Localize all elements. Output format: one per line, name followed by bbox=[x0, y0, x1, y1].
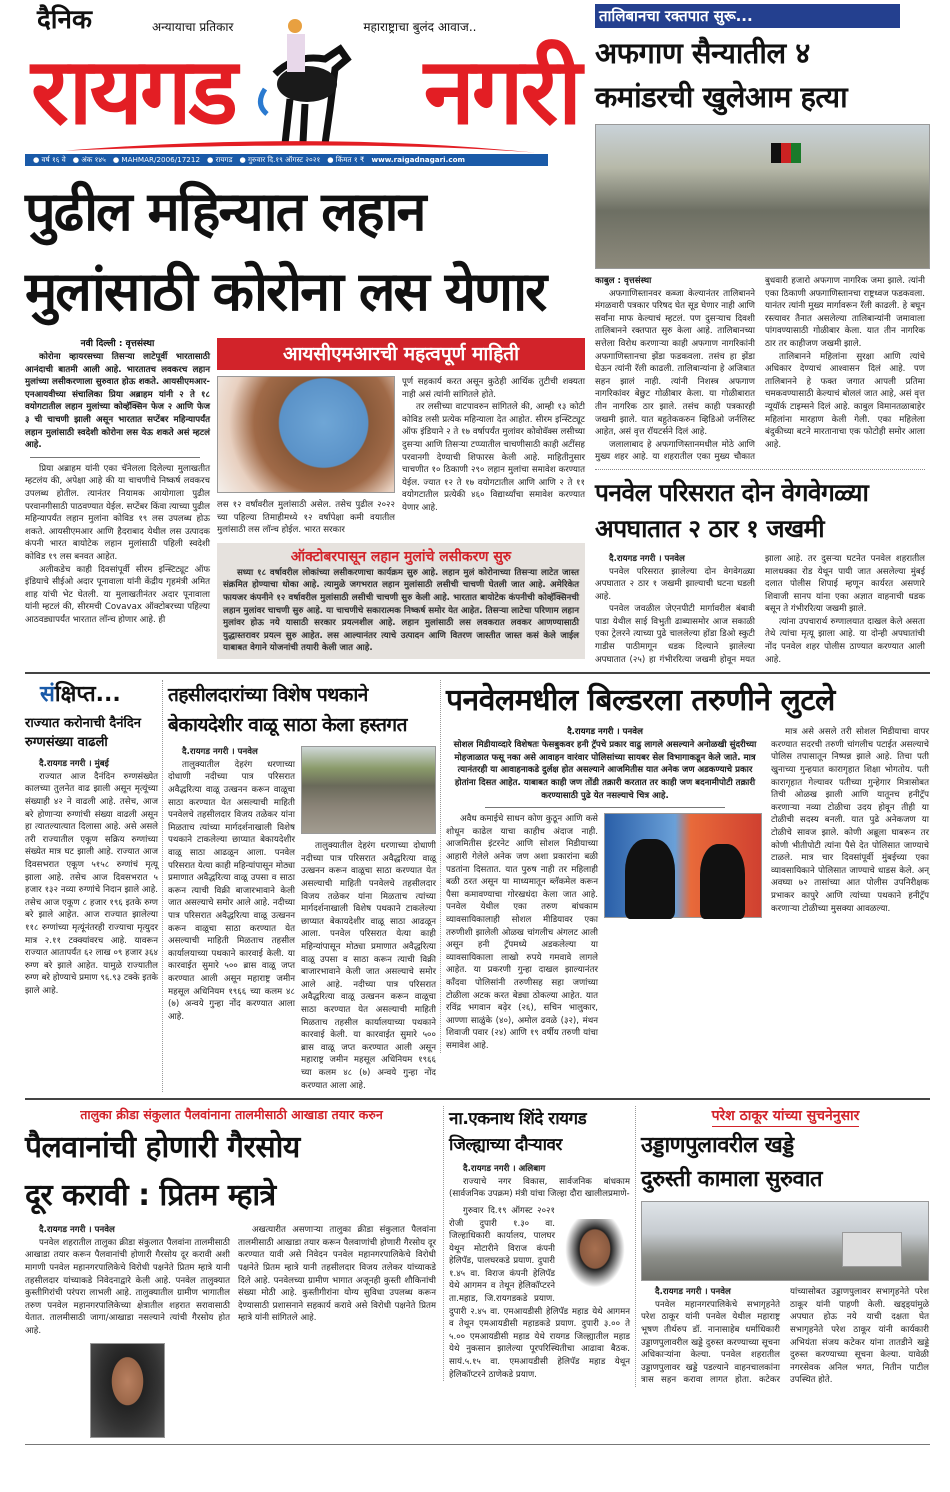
headline-potholes[interactable] bbox=[641, 1129, 930, 1197]
paragraph: तालुक्यातील देहरंग धरणाच्या दोधाणी नदीच्या पात्र परिसरात अवैद्धरित्या वाळू उत्खनन करून वाळूचा साठा करण्यात येत असल्याची माहिती पनवेलचे तहसीलदार विजय तळेकर यांना मिळताच त्यांच्या मार्गदर्शनाखाली विशेष पथकाने टाकलेल्या छाप्यात बेकायदेशीर वाळू साठा आढळून आला. पनवेल परिसरात येत्या काही महिन्यांपासून मोठ्या प्रमाणात अवैद्धरित्या वाळू उपसा व साठा करून त्याची विक्री बाजारभावाने केली जात असल्याचे समोर आले आहे. नदीच्या पात्र परिसरात अवैद्धरित्या वाळू उत्खनन करून वाळूचा साठा करण्यात येत असल्याची माहिती मिळताच तहसील कार्यालयाच्या पथकाने कारवाई केली. या कारवाईत सुमारे ५०० ब्रास वाळू जप्त करण्यात आली असून महाराष्ट्र जमीन महसूल अधिनियम १९६६ च्या कलम ४८ (७) अन्वये गुन्हा नोंद करण्यात आला आहे. bbox=[168, 759, 295, 1022]
paragraph: मात्र असे असले तरी सोशल मिडीयाचा वापर करण्यात सदरची तरुणी चांगलीच पटाईत असल्याचे पोलिस तपासातून निष्पन्न झाले आहे. तिचा पती खुनाच्या गुन्हयात कारागृहात शिक्षा भोगतोय. पती कारागृहात गेल्यावर पतीच्या गुन्हेगार मित्रासोबत तिची ओळख झाली आणि यातूनच हनीट्रॅप करणाऱ्या नव्या टोळीचा उदय होवून तीही या टोळीची सदस्य बनली. यात पुढे अनेकजण या टोळीचे सावज झाले. कोणी अब्रूला घाबरून तर कोणी भीतीपोटी त्यांना पैसे देत पोलिसात जाण्याचे टाळले. मात्र चार दिवसांपूर्वी मुंबईच्या एका व्यावसायिकाने पोलिसात जाण्याचे धाडस केले. अन् अवघ्या ७२ तासांच्या आत पोलीस उपनिरीक्षक प्रभाकर कापुरे आणि त्यांच्या पथकाने हनीट्रॅप करणाऱ्या टोळीच्या मुसक्या आवळल्या. bbox=[771, 727, 929, 914]
lead-dateline: नवी दिल्ली : वृत्तसंस्था bbox=[80, 339, 155, 349]
potholes-body bbox=[641, 1286, 929, 1387]
lead-intro: कोरोना व्हायरसच्या तिसऱ्या लाटेपूर्वी भारतासाठी आनंदाची बातमी आली आहे. भारतातच लवकरच लहान मुलांच्या लसीकरणाला सुरुवात होऊ शकते. आयसीएमआर-एनआयवीच्या संचालिका प्रिया अब्राहम यांनी २ ते १८ वयोगटातील लहान मुलांच्या कोव्हॅक्सिन फेज २ आणि फेज ३ ची चाचणी झाली असून भारतात सप्टेंबर महिन्यापर्यंत लहान मुलांसाठी स्वदेशी कोरोना लस येऊ शकते असं म्हटलं आहे. bbox=[25, 352, 210, 451]
paragraph: राज्यात आज दैनंदिन रुग्णसंख्येत कालच्या तुलनेत वाढ झाली असून मृत्यूंच्या संख्याही ४२ ने वाढली आहे. तसेच, आज बरे होणाऱ्या रुग्णांची संख्या वाढली असून हा त्यातल्यात्यात दिलासा आहे. असे असले तरी राज्यातील एकूण सक्रिय रुग्णांच्या संख्येत मात्र घट झाली आहे. राज्यात आज दिवसभरात एकूण ५१५८ रुग्णांचं मृत्यू झाला आहे. तसेच आज दिवसभरात ५ हजार १३२ नव्या रुग्णांचे निदान झाले आहे. तसेच आज एकूण ८ हजार १९६ इतके रुग्ण बरे झाले आहेत. आज राज्यात झालेल्या ११८ रुग्णांच्या मृत्यूंनंतरही राज्याचा मृत्युदर मात्र २.११ टक्क्यांवरच आहे. यावरून राज्यात आतापर्यंत ६२ लाख ०९ हजार ३६४ रुग्ण बरे झाले आहेत. यामुळे राज्यातील रुग्ण बरे होण्याचे प्रमाण ९६.९३ टक्के इतके झाले आहे. bbox=[25, 771, 158, 996]
potholes-column bbox=[635, 1106, 930, 1387]
dateline: दै.रायगड नगरी । पनवेल bbox=[39, 1225, 115, 1236]
paragraph: पनवेल शहरातील तालुका क्रीडा संकुलात पैलवांना तालमीसाठी आखाडा तयार करून पैलवानांची होणारी गैरसोय दूर करावी अशी मागणी पनवेल महानगरपालिकेचे विरोधी पक्षनेते प्रितम म्हात्रे यानी तहसीलदार यांच्याकडे निवेदनाद्वारे केली आहे. पनवेल तालुक्यात कुस्तीगिरांची परंपरा लाभली आहे. तालुक्यातील ग्रामीण भागातील तरुण पनवेल महानगरपालिकेच्या क्षेत्रातील शहरात सरावासाठी येतात. तालमीसाठी जागा/आखाडा नसल्याने त्यांची गैरसोय होत आहे. bbox=[25, 1237, 230, 1336]
dateline: दै.रायगड नगरी । पनवेल bbox=[182, 747, 258, 758]
wrestlers-story bbox=[25, 1224, 438, 1438]
paragraph: अखत्यारीत असणाऱ्या तालुका क्रीडा संकुलात पैलवांना तालमीसाठी आखाडा तयार करून पैलवाणांची होणारी गैरसोय दूर करण्यात यावी असे निवेदन पनवेल महानगरपालिकेचे विरोधी पक्षनेते प्रितम म्हात्रे यानी तहसीलदार विजय तलेकर यांच्याकडे दिले आहे. पनवेलच्या ग्रामीण भागात अजूनही कुस्ती शौकिनांची संख्या मोठी आहे. कुस्तीगीरांना योग्य सुविधा उपलब्ध करून देण्यासाठी प्रशासनाने सहकार्य करावे असे विरोधी पक्षनेते प्रितम म्हात्रे यांनी सांगितले आहे. bbox=[238, 1225, 436, 1324]
headline-line: पनवेल परिसरात दोन वेगवेगळ्या bbox=[595, 477, 869, 507]
paragraph: तालुक्यातील देहरंग धरणाच्या दोधाणी नदीच्या पात्र परिसरात अवैद्धरित्या वाळू उत्खनन करून वाळूचा साठा करण्यात येत असल्याची माहिती पनवेलचे तहसीलदार विजय तळेकर यांना मिळताच त्यांच्या मार्गदर्शनाखाली विशेष पथकाने टाकलेल्या छाप्यात बेकायदेशीर वाळू साठा आढळून आला. पनवेल परिसरात येत्या काही महिन्यांपासून मोठ्या प्रमाणात अवैद्धरित्या वाळू उपसा व साठा करून त्याची विक्री बाजारभावाने केली जात असल्याचे समोर आले आहे. नदीच्या पात्र परिसरात अवैद्धरित्या वाळू उत्खनन करून वाळूचा साठा करण्यात येत असल्याची माहिती मिळताच तहसील कार्यालयाच्या पथकाने कारवाई केली. या कारवाईत सुमारे ५०० ब्रास वाळू जप्त करण्यात आली असून महाराष्ट्र जमीन महसूल अधिनियम १९६६ च्या कलम ४८ (७) अन्वये गुन्हा नोंद करण्यात आला आहे. bbox=[301, 841, 436, 1091]
masthead-tagline-left: अन्यायाचा प्रतिकार bbox=[151, 20, 234, 34]
masthead-top-line bbox=[25, 4, 585, 36]
right-top-column bbox=[595, 4, 930, 666]
headline-line: अफगाण सैन्यातील ४ bbox=[595, 36, 810, 70]
headline-line: पैलवानांची होणारी गैरसोय bbox=[25, 1130, 300, 1166]
lead-left-column bbox=[25, 338, 210, 626]
brief-label-rest: क्षिप्त... bbox=[54, 682, 121, 708]
middle-section bbox=[25, 680, 930, 1092]
shinde-intro bbox=[449, 1163, 630, 1201]
lead-right-area bbox=[217, 338, 585, 659]
paragraph: तर लसीच्या वाटपावरुन सांगितले की, आम्ही १३ कोटी कोविड लसी प्रत्येक महिन्याला देत आहोत. सीरम इन्स्टिट्यूट ऑफ इंडियाने २ ते १७ वर्षापर्यंत मुलांवर कोवोवॅक्स लसीच्या दुसऱ्या आणि तिसऱ्या टप्प्यातील चाचणीसाठी काही अटींसह परवानगी देण्याची शिफारस केली आहे. माहितीनुसार चाचणीत १० ठिकाणी २९० लहान मुलांचा समावेश करण्यात येईल. ज्यात १२ ते १७ वयोगटातील आणि आणि २ ते ११ वयोगटातील प्रत्येकी ४६० विद्यार्थ्यांचा समावेश करण्यात येणार आहे. bbox=[402, 402, 585, 513]
strip-year: ● वर्ष १६ वे bbox=[33, 155, 66, 164]
headline-line: पुढील महिन्यात लहान bbox=[25, 180, 425, 243]
sand-right bbox=[301, 746, 436, 1092]
strip-place: ● रायगड bbox=[207, 155, 233, 164]
icmr-banner: आयसीएमआरची महत्वपूर्ण माहिती bbox=[217, 338, 585, 370]
kabul-protest-photo bbox=[595, 124, 930, 269]
paragraph: पनवेल जवळील जेएनपीटी मार्गावरील बंबावी पाडा येथील साई विभुती ढाब्यासमोर आज सकाळी एका ट्रेलरने त्याच्या पुढे चाललेल्या होंडा डिओ स्कुटी गाडीस पाठीमागून धडक दिल्याने झालेल्या अपघातात (२५) हा गंभीररित्या जखमी होवून मयत झाला आहे. तर दुसऱ्या घटनेत पनवेल शहरातील मालधक्का रोड येथून पायी जात असलेल्या मुंबई दलात पोलीस शिपाई म्हणून कार्यरत असणारे शिवाजी सानप यांना एका अज्ञात वाहनाची धडक बसून ते गंभीररित्या जखमी झाले. bbox=[595, 553, 925, 665]
paragraph: अलीकडेच काही दिवसांपूर्वी सीरम इन्स्टिट्यूट ऑफ इंडियाचे सीईओ अदार पूनावाला यांनी केंद्रीय गृहमंत्री अमित शाह यांची भेट घेतली. या मुलाखतीनंतर अदार पूनावाला यांनी म्हटलं की, सीरमची Covavax ऑक्टोबरच्या पहिल्या आठवड्यापर्यंत भारतात लॉन्च होणार आहे. ही bbox=[25, 564, 210, 625]
paragraph: पनवेल परिसरात झालेल्या दोन वेगवेगळ्या अपघातात २ ठार १ जखमी झाल्याची घटना घडली आहे. bbox=[595, 566, 755, 602]
brief-label bbox=[25, 680, 158, 710]
october-box-body: सध्या १८ वर्षावरील लोकांच्या लसीकरणाचा कार्यक्रम सुरु आहे. लहान मुलं कोरोनाच्या तिसऱ्या लाटेत जास्त संक्रमित होण्याचा धोका आहे. त्यामुळे जगभरात लहान मुलांसाठी लसीची चाचणी घेतली जात आहे. अमेरिकेत फायजर कंपनीने १२ वर्षावरील मुलांसाठी लसीची चाचणी सुरु केली आहे. भारतात बायोटेक कंपनीची कोव्हॅक्सिनची लहान मुलांवर चाचणी सुरु आहे. या चाचणीचे सकारात्मक निष्कर्ष समोर येत आहेत. तिसऱ्या लाटेचा परिणाम लहान मुलांवर होऊ नये यासाठी सरकार प्रयत्नशील आहे. लहान मुलांसाठी लस लवकरात लवकर आणण्यासाठी युद्धास्तरावर प्रयत्न सुरु आहेत. लस आल्यानंतर त्याचे उत्पादन आणि वितरण जास्तीत जास्त कसं केले जाईल याबाबत वेगाने योजनांची तयारी केली जात आहे. bbox=[223, 567, 579, 654]
sand-body-continued bbox=[301, 840, 436, 1092]
masthead-title-right[interactable]: नगरी bbox=[423, 38, 579, 145]
taliban-article-body bbox=[595, 275, 925, 464]
sand-column bbox=[162, 680, 440, 1092]
headline-line: तहसीलदारांच्या विशेष पथकाने bbox=[168, 684, 368, 707]
headline-shinde[interactable] bbox=[449, 1106, 630, 1158]
jeep bbox=[842, 1232, 902, 1267]
brief-column bbox=[25, 680, 162, 997]
builder-body-left bbox=[446, 813, 598, 1052]
masthead bbox=[25, 4, 585, 166]
dateline: दै.रायगड नगरी । पनवेल bbox=[655, 1287, 731, 1298]
paragraph: त्यांना उपचारार्थ रुग्णालयात दाखल केले असता तेथे त्यांचा मृत्यू झाला आहे. या दोन्ही अपघातांची नोंद पनवेल शहर पोलीस ठाण्यात करण्यात आली आहे. bbox=[765, 616, 925, 665]
wrestlers-body-right bbox=[238, 1224, 436, 1325]
divider bbox=[595, 469, 925, 470]
builder-column bbox=[440, 680, 930, 1052]
under-photo-text: लस १२ वर्षांवरील मुलांसाठी असेल. तसेच पुढील २०२२ च्या पहिल्या तिमाहीमध्ये १२ वर्षांपेक्षा कमी वयातील मुलांसाठी लस लॉन्च होईल. भारत सरकार bbox=[217, 500, 395, 536]
bottom-rule bbox=[25, 1444, 930, 1445]
october-box bbox=[217, 543, 585, 659]
brief-label-first: सं bbox=[40, 682, 55, 708]
info-strip bbox=[25, 154, 548, 166]
builder-left bbox=[446, 726, 764, 1052]
silhouette-right bbox=[700, 844, 745, 919]
headline-sand[interactable] bbox=[168, 680, 436, 740]
brief-body bbox=[25, 758, 158, 997]
headline-wrestlers[interactable] bbox=[25, 1124, 438, 1220]
headline-line: दूर करावी : प्रितम म्हात्रे bbox=[25, 1178, 276, 1214]
masthead-daily: दैनिक bbox=[37, 5, 92, 35]
top-section bbox=[25, 4, 930, 666]
paragraph: गुरुवार दि.१९ ऑगस्ट २०२१ रोजी दुपारी १.३० वा. जिल्हाधिकारी कार्यालय, पालघर येथून मोटारीने विराज कंपनी हेलिपॅड, पालघरकडे प्रयाण. दुपारी १.४५ वा. विराज कंपनी हेलिपॅड येथे आगमन व तेथून हेलिकॉप्टरने ता.महाड, जि.रायगडकडे प्रयाण. दुपारी २.४५ वा. एमआयडीसी हेलिपॅड महाड येथे आगमन व तेथून एमआयडीसी महाडकडे प्रयाण. दुपारी ३.०० ते ५.०० एमआयडीसी महाड येथे रायगड जिल्ह्यातील महाड येथे नुकसान झालेल्या पूरपरिस्थितीचा आढावा बैठक. सायं.५.१५ वा. एमआयडीसी हेलिपॅड महाड येथून हेलिकॉप्टरने ठाणेकडे प्रयाण. bbox=[449, 1205, 630, 1380]
accident-article-body bbox=[595, 553, 925, 666]
headline-line: ना.एकनाथ शिंदे रायगड bbox=[449, 1109, 587, 1130]
masthead-tagline-right: महाराष्ट्राचा बुलंद आवाज.. bbox=[363, 20, 477, 34]
silhouette-left bbox=[625, 839, 675, 919]
brief-headline[interactable]: राज्यात करोनाची दैनंदिन रुग्णसंख्या वाढली bbox=[25, 716, 141, 751]
honeytrap-photo bbox=[604, 813, 762, 918]
shinde-body bbox=[449, 1205, 630, 1381]
eknath-shinde-photo bbox=[560, 1219, 630, 1294]
paragraph: अफगाणिस्तानवर कब्जा केल्यानंतर तालिबानने मंगळवारी पत्रकार परिषद घेत सूड घेणार नाही आणि सर्वांना माफ केल्याचं म्हटलं. पण दुसऱ्याच दिवशी तालिबानने रक्तपात सुरु केला आहे. तालिबानच्या सत्तेला विरोध करणाऱ्या काही अफगाण नागरिकांनी अफगाणिस्तानचा झेंडा फडकवला. तसंच हा झेंडा घेऊन त्यांनी रॅली काढली. तालिबान्यांना हे अजिबात सहन झालं नाही. त्यांनी निशस्त्र अफगाण नागरिकांवर बेछुट गोळीबार केला. या गोळीबारात तीन नागरिक ठार झाले. तसंच काही पत्रकारही जखमी झाले. यात बहुतेककरुन व्हिडिओ जर्नलिस्ट आहेत, असं वृत्त रॉयटर्सने दिलं आहे. bbox=[595, 288, 755, 438]
strip-price: ● किंमत १ ₹ bbox=[327, 155, 365, 164]
masthead-title-left[interactable]: रायगड bbox=[31, 38, 235, 145]
builder-body-right bbox=[771, 726, 929, 915]
shinde-column bbox=[443, 1106, 635, 1381]
kicker-wrestlers: तालुका क्रीडा संकुलात पैलवांनाना तालमीसाठी आखाडा तयार करुन bbox=[80, 1107, 383, 1123]
child-vaccination-photo bbox=[217, 376, 395, 493]
dateline: काबुल : वृत्तसंस्था bbox=[595, 276, 652, 286]
section-divider bbox=[25, 672, 930, 674]
kicker-potholes: परेश ठाकूर यांच्या सुचनेनुसार bbox=[712, 1106, 860, 1127]
paragraph: प्रिया अब्राहम यांनी एका चॅनेलला दिलेल्या मुलाखतीत म्हटलंय की, अपेक्षा आहे की या चाचणीचे निष्कर्ष लवकरच उपलब्ध होतील. त्यानंतर नियामक आयोगाला पुढील परवानगीसाठी पाठवण्यात येईल. सप्टेंबर किंवा त्याच्या पुढील महिन्यापर्यंत लहान मुलांना कोविड १९ लस उपलब्ध होऊ शकते. आयसीएमआर आणि हैदराबाद येथील लस उत्पादक कंपनी भारत बायोटेक लहान मुलांसाठी पहिली स्वदेशी कोविड १९ लस बनवत आहेत. bbox=[25, 463, 210, 562]
paragraph: पूर्ण सहकार्य करत असून कुठेही आर्थिक तुटीची शक्यता नाही असं त्यांनी सांगितले होते. bbox=[402, 377, 585, 400]
masthead-swoosh bbox=[65, 134, 575, 154]
masthead-title bbox=[25, 36, 585, 148]
sand-body bbox=[168, 746, 295, 1023]
icmr-content bbox=[217, 376, 585, 537]
paragraph: पनवेल महानगरपालिकेचे सभागृहनेते परेश ठाकूर यांनी पनवेल येथील महाराष्ट्र भूषण तीर्थरुप डॉ. नानासाहेब धर्माधिकारी उड्डाणपुलावरील खड्डे दुरुस्त करण्याच्या सूचना अधिकाऱ्यांना केल्या. पनवेल शहरातील उड्डाणपुलावर खड्डे पडल्याने वाहनचालकांना त्रास सहन करावा लागत होता. कटेकर यांच्यासोबत उड्डाणपुलावर सभागृहनेते परेश ठाकूर यांनी पाहणी केली. खड्ड्यांमुळे अपघात होऊ नये याची दक्षता घेत सभागृहनेते परेश ठाकूर यांनी कार्यकारी अभियंता संजय कटेकर यांना तातडीने खड्डे दुरुस्त करण्याच्या सूचना केल्या. यावेळी नगरसेवक अनिल भगत, नितीन पाटील उपस्थित होते. bbox=[641, 1287, 929, 1386]
dateline: दै.रायगड नगरी । अलिबाग bbox=[463, 1164, 546, 1175]
icmr-right-col bbox=[402, 376, 585, 515]
dateline: दै.रायगड नगरी । मुंबई bbox=[39, 759, 109, 770]
wrestlers-column bbox=[25, 1106, 443, 1438]
strip-issue: ● अंक १४५ bbox=[72, 155, 106, 164]
october-box-title: ऑक्टोबरपासून लहान मुलांचे लसीकरण सुरु bbox=[290, 548, 512, 565]
builder-intro: सोशल मिडीयाव्दारे विशेषतः फेसबुकवर हनी ट्रॅपचे प्रकार वाढु लागले असल्याने अनोळखी सुंदरीच्या मोहजाळात फसू नका असे आवाहन वारंवार पोलिसांच्या सायबर सेल विभागाकडून केले जाते. मात्र त्यानंतरही या आवाहनाकडे दुर्लक्ष होत असल्याने आजमितीस यात अनेक जण अडकण्याचे प्रकार होतांना दिसत आहेत. याबाबत काही जण तोंडी तक्रारी करतात तर काही जण बदनामीपोटी तक्रारी करण्यासाठी पुढे येत नसल्याचे चित्र आहे. bbox=[453, 740, 757, 801]
builder-dateline: दै.रायगड नगरी । पनवेल bbox=[567, 727, 643, 738]
wrestlers-body-left bbox=[25, 1224, 230, 1337]
afghan-flag bbox=[771, 143, 801, 163]
paragraph: तालिबानने महिलांना सुरक्षा आणि त्यांचे अधिकार देण्याचं आश्वासन दिलं आहे. पण तालिबानने हे फक्त जगात आपली प्रतिमा चमकवण्यासाठी केल्याचं बोललं जात आहे, असं वृत्त न्यूयॉर्क टाइम्सने दिलं आहे. काबुल विमानतळाबाहेर महिलांना मारहाण केली गेली. एका महिलेला बंदुकीच्या बटने मारतानाचा एक फोटोही समोर आला आहे. bbox=[765, 351, 925, 450]
headline-line: जिल्ह्याच्या दौऱ्यावर bbox=[449, 1135, 562, 1156]
headline-builder[interactable]: पनवेलमधील बिल्डरला तरुणीने लुटले bbox=[446, 683, 835, 719]
headline-line: अपघातात २ ठार १ जखमी bbox=[595, 513, 825, 543]
flyover-inspection-photo bbox=[641, 1201, 929, 1281]
strip-reg: ● MAHMAR/2006/17212 bbox=[112, 155, 201, 164]
dateline: दै.रायगड नगरी । पनवेल bbox=[609, 553, 685, 564]
divider bbox=[485, 807, 725, 808]
headline-taliban[interactable] bbox=[595, 31, 930, 119]
icmr-photo-column bbox=[217, 376, 395, 537]
headline-line: कमांडरची खुलेआम हत्या bbox=[595, 80, 848, 114]
bottom-section bbox=[25, 1106, 930, 1438]
builder-story bbox=[446, 726, 930, 1052]
paragraph: राज्याचे नगर विकास, सार्वजनिक बांधकाम (सार्वजनिक उपक्रम) मंत्री यांचा जिल्हा दौरा खालीलप्रमाणे- bbox=[449, 1176, 630, 1200]
lead-headline[interactable] bbox=[25, 172, 585, 332]
headline-accident[interactable] bbox=[595, 475, 930, 547]
headline-line: उड्डाणपुलावरील खड्डे bbox=[641, 1133, 794, 1159]
headline-line: दुरुस्ती कामाला सुरुवात bbox=[641, 1167, 823, 1193]
lead-story bbox=[25, 338, 585, 659]
kicker-taliban: तालिबानचा रक्तपात सुरू... bbox=[595, 4, 900, 28]
paragraph: अवैध कमाईचे साधन कोण कुठून आणि कसे शोधून काढेल याचा काहीच अंदाज नाही. आजमितीस इंटरनेट आणि सोशल मिडीयाच्या आहारी गेलेले अनेक जण अशा प्रकारांना बळी पडतांना दिसतात. यात पुरुष नाही तर महिलाही बळी ठरत असून या माध्यमातून ब्लॅकमेल करून पैसा कमावण्याचा गोरखधंदा केला जात आहे. पनवेल येथील एका तरुण बांधकाम व्यावसायिकालाही सोशल मीडियावर एका तरुणीशी झालेली ओळख चांगलीच अंगलट आली असून हनी ट्रॅपमध्ये अडकलेल्या या व्यावसायिकाला लाखो रुपये गमवावे लागले आहेत. या प्रकरणी गुन्हा दाखल झाल्यानंतर काँदवा पोलिसांनी तरुणीसह सहा जणांच्या टोळीला अटक करत बेड्या ठोकल्या आहेत. यात रविंद्र भगवान बढ़ेर (२६), सचिन भालुकार, आण्णा साळुंके (४०), अमोल ढवळे (३२), मंथन शिवाजी पवार (२४) आणि १९ वर्षीय तरुणी यांचा समावेश आहे. bbox=[446, 814, 598, 1051]
lead-body bbox=[25, 463, 210, 627]
strip-date: ● गुरुवार दि.१९ ऑगस्ट २०२१ bbox=[239, 155, 321, 164]
wrestlers-left bbox=[25, 1224, 230, 1438]
builder-lower bbox=[446, 813, 764, 1052]
paragraph: जलालाबाद हे अफगाणिस्तानमधील मोठे आणि मुख्य शहर आहे. या शहरातील एका मुख्य चौकात बुधवारी हजारो अफगाण नागरिक जमा झाले. त्यांनी एका ठिकाणी अफगाणिस्तानचा राष्ट्रध्वज फडकवला. यानंतर त्यांनी मुख्य मार्गावरून रॅली काढली. हे बघून रस्त्यावर तैनात असलेल्या तालिबान्यांनी जमावाला पांगवण्यासाठी गोळीबार केला. यात तीन नागरिक ठार तर काहीजण जखमी झाले. bbox=[595, 276, 925, 463]
divider bbox=[30, 457, 200, 458]
sand-story bbox=[168, 746, 436, 1092]
pritam-mhatre-photo bbox=[90, 1343, 165, 1438]
headline-line: बेकायदेशीर वाळू साठा केला हस्तगत bbox=[168, 714, 407, 737]
strip-website[interactable]: www.raigadnagari.com bbox=[371, 155, 466, 164]
left-top-column bbox=[25, 4, 585, 659]
headline-line: मुलांसाठी कोरोना लस येणार bbox=[25, 260, 546, 323]
sand-stock-photo bbox=[301, 746, 436, 834]
section-divider bbox=[25, 1098, 930, 1100]
